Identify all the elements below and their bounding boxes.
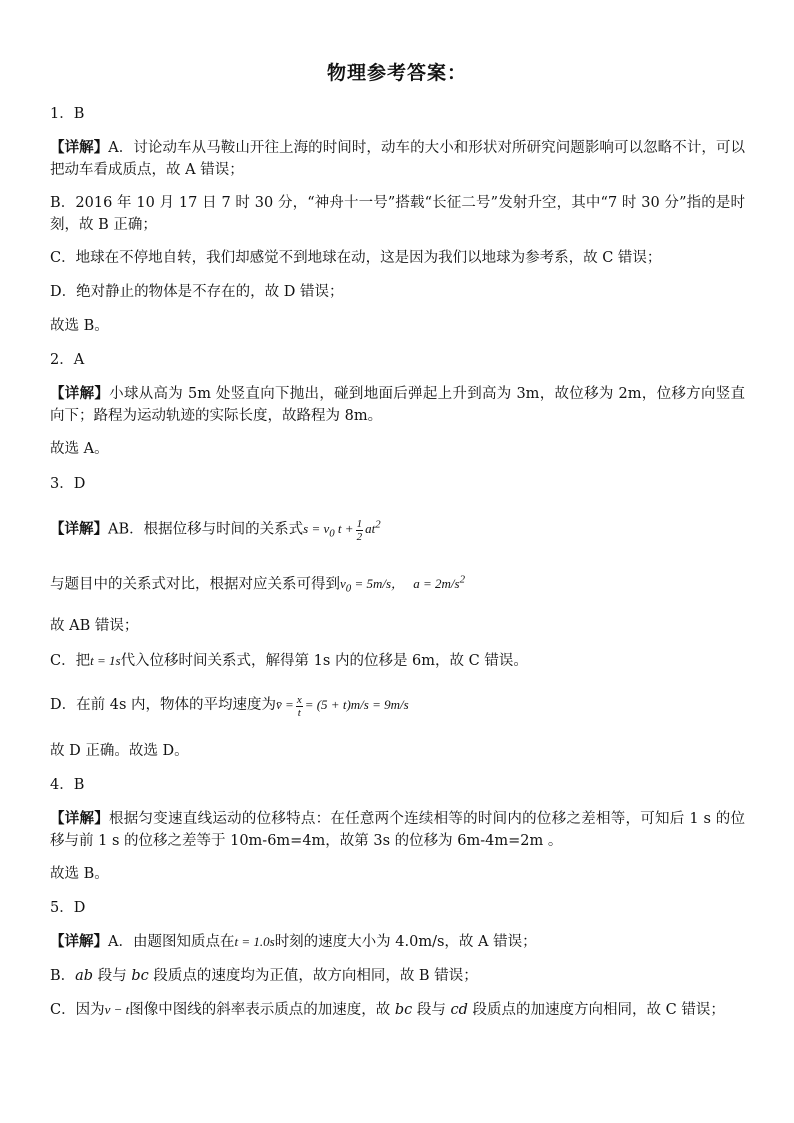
page-title: 物理参考答案： [326, 62, 467, 84]
q1-option-b: B．2016 年 10 月 17 日 7 时 30 分，“神舟十一号”搭载“长征二号”发射升空，其中“7 时 30 分”指的是时刻，故 B 正确； [50, 195, 745, 233]
q3-detail-tag: 【详解】 [50, 520, 108, 538]
q3-detail-ab [50, 510, 750, 549]
q3-ab-conclusion: 故 AB 错误； [50, 618, 139, 634]
q3-displacement-formula: $s = v_0$ t + $\frac{1}{2}$ $at^2$ [303, 517, 381, 543]
q1-answer: 1．B [50, 106, 85, 122]
q3-v0-formula: $v_0 = 5m/s$， [340, 576, 405, 595]
q1-detail-tag: 【详解】 [50, 139, 109, 156]
q2-conclusion: 故选 A。 [50, 441, 109, 457]
q3-ab-text: AB．根据位移与时间的关系式 [108, 521, 304, 538]
q5-detail-tag: 【详解】 [50, 933, 108, 950]
q1-conclusion: 故选 B。 [50, 318, 109, 334]
q1-option-a [50, 137, 745, 181]
q3-option-d: D．在前 4s 内，物体的平均速度为v̄ = $\frac{x}{t}$ = (5 + t)m/s = 9m/s [50, 693, 409, 719]
q3-compare [50, 569, 750, 600]
q3-c-formula: t = 1s [90, 653, 121, 668]
q1-a-text: A．讨论动车从马鞍山开往上海的时间时，动车的大小和形状对所研究问题影响可以忽略不计，可以把动车看成质点，故 A 错误； [50, 140, 746, 178]
q5-option-a: 【详解】A．由题图知质点在t = 1.0s时刻的速度大小为 4.0m/s，故 A 错误； [50, 933, 537, 950]
q4-answer: 4．B [50, 777, 85, 793]
q1-option-c: C．地球在不停地自转，我们却感觉不到地球在动，这是因为我们以地球为参考系，故 C 错误； [50, 250, 662, 266]
q2-detail-tag: 【详解】 [50, 385, 110, 402]
q4-text: 根据匀变速直线运动的位移特点：在任意两个连续相等的时间内的位移之差相等，可知后 1 s 的位移与前 1 s 的位移之差等于 10m-6m=4m，故第 3s 的位移为 6m-4m=2m 。 [50, 811, 746, 849]
q5-option-c: C．因为v − t图像中图线的斜率表示质点的加速度，故 bc 段与 cd 段质点的加速度方向相同，故 C 错误； [50, 1002, 725, 1018]
q4-conclusion: 故选 B。 [50, 866, 109, 882]
q3-compare-text: 与题目中的关系式对比，根据对应关系可得到 [50, 576, 340, 593]
q3-answer: 3．D [50, 476, 86, 492]
q5-answer: 5．D [50, 900, 86, 916]
q3-option-c: C．把t = 1s代入位移时间关系式，解得第 1s 内的位移是 6m，故 C 错误。 [50, 653, 528, 669]
q1-option-d: D．绝对静止的物体是不存在的，故 D 错误； [50, 284, 344, 300]
q4-detail [50, 808, 745, 852]
q4-detail-tag: 【详解】 [50, 810, 110, 827]
q2-text: 小球从高为 5m 处竖直向下抛出，碰到地面后弹起上升到高为 3m，故位移为 2m，位移方向竖直向下；路程为运动轨迹的实际长度，故路程为 8m。 [50, 386, 746, 424]
q5-a-formula: t = 1.0s [234, 934, 275, 949]
q5-c-formula: v − t [104, 1002, 130, 1017]
q2-answer: 2．A [50, 352, 85, 368]
q2-detail [50, 383, 745, 427]
q3-d-formula: v̄ = $\frac{x}{t}$ = (5 + t)m/s = 9m/s [276, 693, 409, 719]
q5-option-b: B．ab 段与 bc 段质点的速度均为正值，故方向相同，故 B 错误； [50, 968, 478, 984]
q3-a-formula: $a = 2m/s^2$ [413, 574, 466, 592]
q3-conclusion: 故 D 正确。故选 D。 [50, 743, 189, 759]
